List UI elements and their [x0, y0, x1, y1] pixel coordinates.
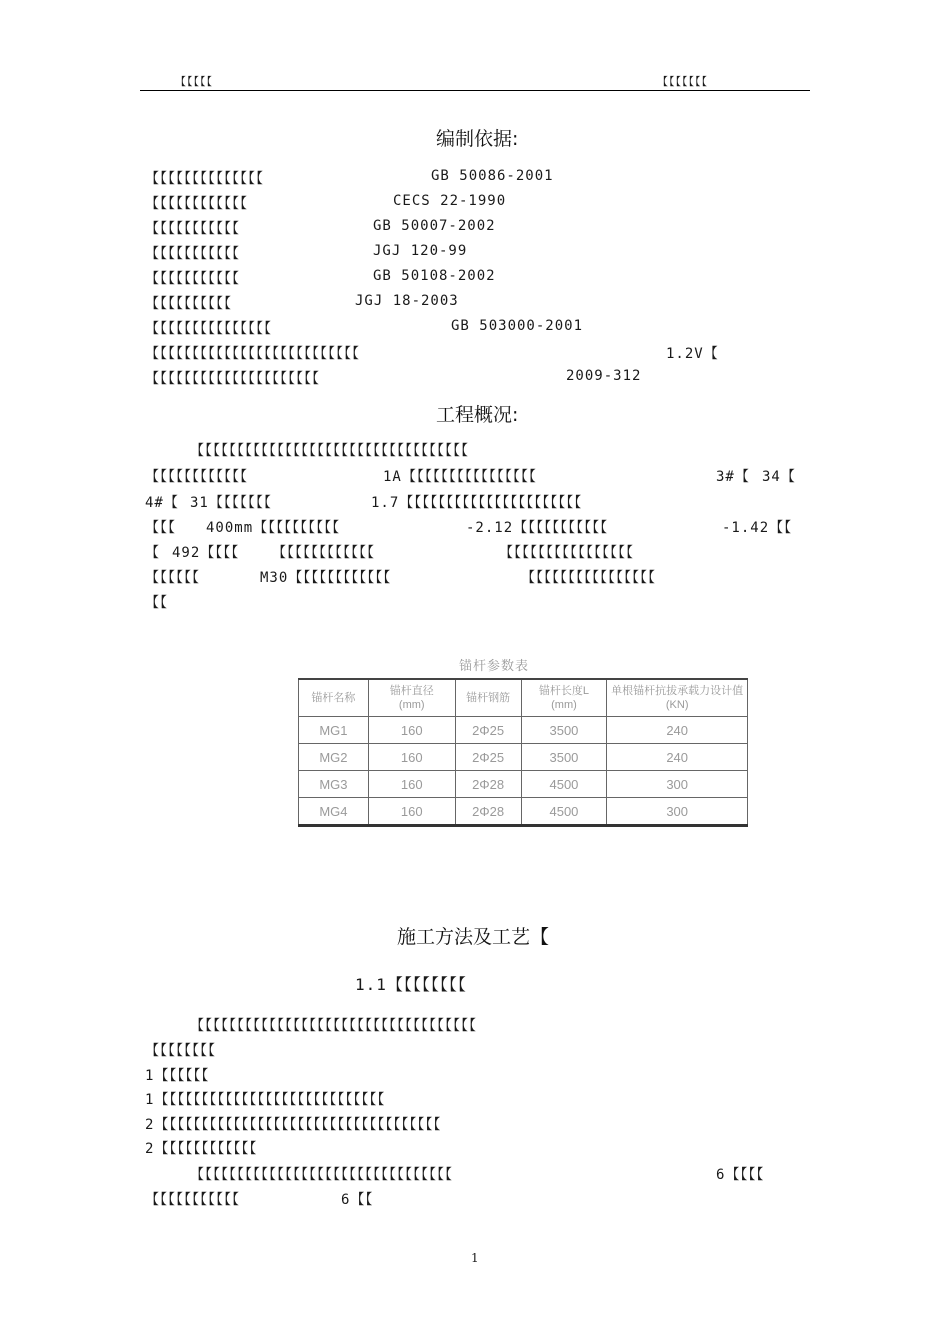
basis-item: 【【【【【【【【【【【【【【【【【【【【【 [145, 371, 320, 387]
table-header-cell: 单根锚杆抗拔承载力设计值 (KN) [607, 679, 748, 717]
basis-code: JGJ 18-2003 [355, 293, 459, 309]
overview-text: 【【【【【【【【【【【【 [272, 545, 375, 561]
table-header-cell: 锚杆长度L (mm) [521, 679, 607, 717]
basis-code: GB 503000-2001 [451, 318, 584, 334]
table-cell: 240 [607, 744, 748, 771]
overview-text: 1A【【【【【【【【【【【【【【【【 [383, 469, 537, 485]
basis-item: 【【【【【【【【【【【【【【【 [145, 321, 272, 337]
table-row [299, 744, 748, 771]
basis-item: 【【【【【【【【【【【 [145, 271, 240, 287]
table-cell: 4500 [521, 798, 607, 826]
method-line: 6【【【【 [716, 1167, 765, 1183]
overview-text: 492【【【【 [172, 545, 240, 561]
table-cell: 3500 [521, 717, 607, 744]
method-line: 【【【【【【【【【【【【【【【【【【【【【【【【【【【【【【【【【【【 [190, 1018, 477, 1034]
table-cell: 160 [368, 771, 455, 798]
overview-text: 【【【 [145, 520, 176, 536]
table-cell: 4500 [521, 771, 607, 798]
overview-text: 【【【【【【【【【【【【【【【【 [521, 570, 656, 586]
overview-text: 【【【【【【 [145, 570, 200, 586]
table-cell: 300 [607, 771, 748, 798]
overview-text: 31【【【【【【【 [190, 495, 272, 511]
method-line: 【【【【【【【【 [145, 1043, 216, 1059]
overview-text: 400mm【【【【【【【【【【 [206, 520, 341, 536]
basis-code: CECS 22-1990 [393, 193, 507, 209]
basis-item: 【【【【【【【【【【【 [145, 221, 240, 237]
overview-text: 【 [145, 545, 160, 561]
method-line: 1【【【【【【 [145, 1068, 210, 1084]
anchor-params-table [298, 678, 748, 827]
overview-text: -1.42【【 [722, 520, 793, 536]
table-cell: 300 [607, 798, 748, 826]
header-rule [140, 90, 810, 91]
table-cell: MG4 [299, 798, 369, 826]
table-cell: 240 [607, 717, 748, 744]
overview-title: 工程概况: [436, 404, 519, 426]
basis-code: JGJ 120-99 [373, 243, 468, 259]
basis-code: 1.2V【 [666, 346, 719, 362]
method-line: 2【【【【【【【【【【【【 [145, 1141, 258, 1157]
method-line: 1【【【【【【【【【【【【【【【【【【【【【【【【【【【【 [145, 1092, 386, 1108]
overview-text: M30【【【【【【【【【【【【 [260, 570, 392, 586]
header-right: 【【【【【【【 [657, 75, 708, 88]
basis-code: GB 50108-2002 [373, 268, 496, 284]
method-line: 【【【【【【【【【【【 [145, 1192, 240, 1208]
table-title: 锚杆参数表 [459, 659, 530, 674]
table-header-cell: 锚杆钢筋 [455, 679, 521, 717]
basis-code: GB 50007-2002 [373, 218, 496, 234]
overview-text: 【【 [145, 595, 168, 611]
overview-text: 【【【【【【【【【【【【【【【【 [499, 545, 634, 561]
basis-code: 2009-312 [566, 368, 642, 384]
table-header-row [299, 679, 748, 717]
method-line: 【【【【【【【【【【【【【【【【【【【【【【【【【【【【【【【【 [190, 1167, 453, 1183]
method-title: 施工方法及工艺【 [397, 926, 550, 948]
table-cell: 2Φ28 [455, 798, 521, 826]
overview-text: 34【 [762, 469, 796, 485]
table-cell: 2Φ25 [455, 717, 521, 744]
table-row [299, 771, 748, 798]
header-left: 【【【【【 [175, 75, 213, 88]
overview-text: 1.7【【【【【【【【【【【【【【【【【【【【【【 [371, 495, 583, 511]
table-cell: 160 [368, 798, 455, 826]
overview-line: 【【【【【【【【【【【【【【【【【【【【【【【【【【【【【【【【【【 [190, 443, 469, 459]
table-cell: 2Φ28 [455, 771, 521, 798]
basis-item: 【【【【【【【【【【【【【【 [145, 171, 264, 187]
overview-text: -2.12【【【【【【【【【【【 [466, 520, 609, 536]
table-row [299, 798, 748, 826]
method-line: 6【【 [341, 1192, 374, 1208]
table-cell: 3500 [521, 744, 607, 771]
basis-item: 【【【【【【【【【【【 [145, 246, 240, 262]
table-row [299, 717, 748, 744]
table-cell: MG2 [299, 744, 369, 771]
table-cell: MG1 [299, 717, 369, 744]
table-cell: 160 [368, 717, 455, 744]
basis-item: 【【【【【【【【【【【【【【【【【【【【【【【【【【 [145, 346, 360, 362]
basis-title: 编制依据: [436, 128, 519, 150]
basis-item: 【【【【【【【【【【【【 [145, 196, 248, 212]
method-line: 2【【【【【【【【【【【【【【【【【【【【【【【【【【【【【【【【【【【 [145, 1117, 442, 1133]
basis-code: GB 50086-2001 [431, 168, 554, 184]
page-number: 1 [471, 1251, 479, 1265]
table-header-cell: 锚杆名称 [299, 679, 369, 717]
basis-item: 【【【【【【【【【【 [145, 296, 232, 312]
table-cell: 160 [368, 744, 455, 771]
table-header-cell: 锚杆直径 (mm) [368, 679, 455, 717]
overview-text: 【【【【【【【【【【【【 [145, 469, 248, 485]
overview-text: 3#【 [716, 469, 750, 485]
table-cell: MG3 [299, 771, 369, 798]
subsection-title: 1.1【【【【【【【【 [355, 975, 467, 994]
overview-text: 4#【 [145, 495, 179, 511]
table-cell: 2Φ25 [455, 744, 521, 771]
